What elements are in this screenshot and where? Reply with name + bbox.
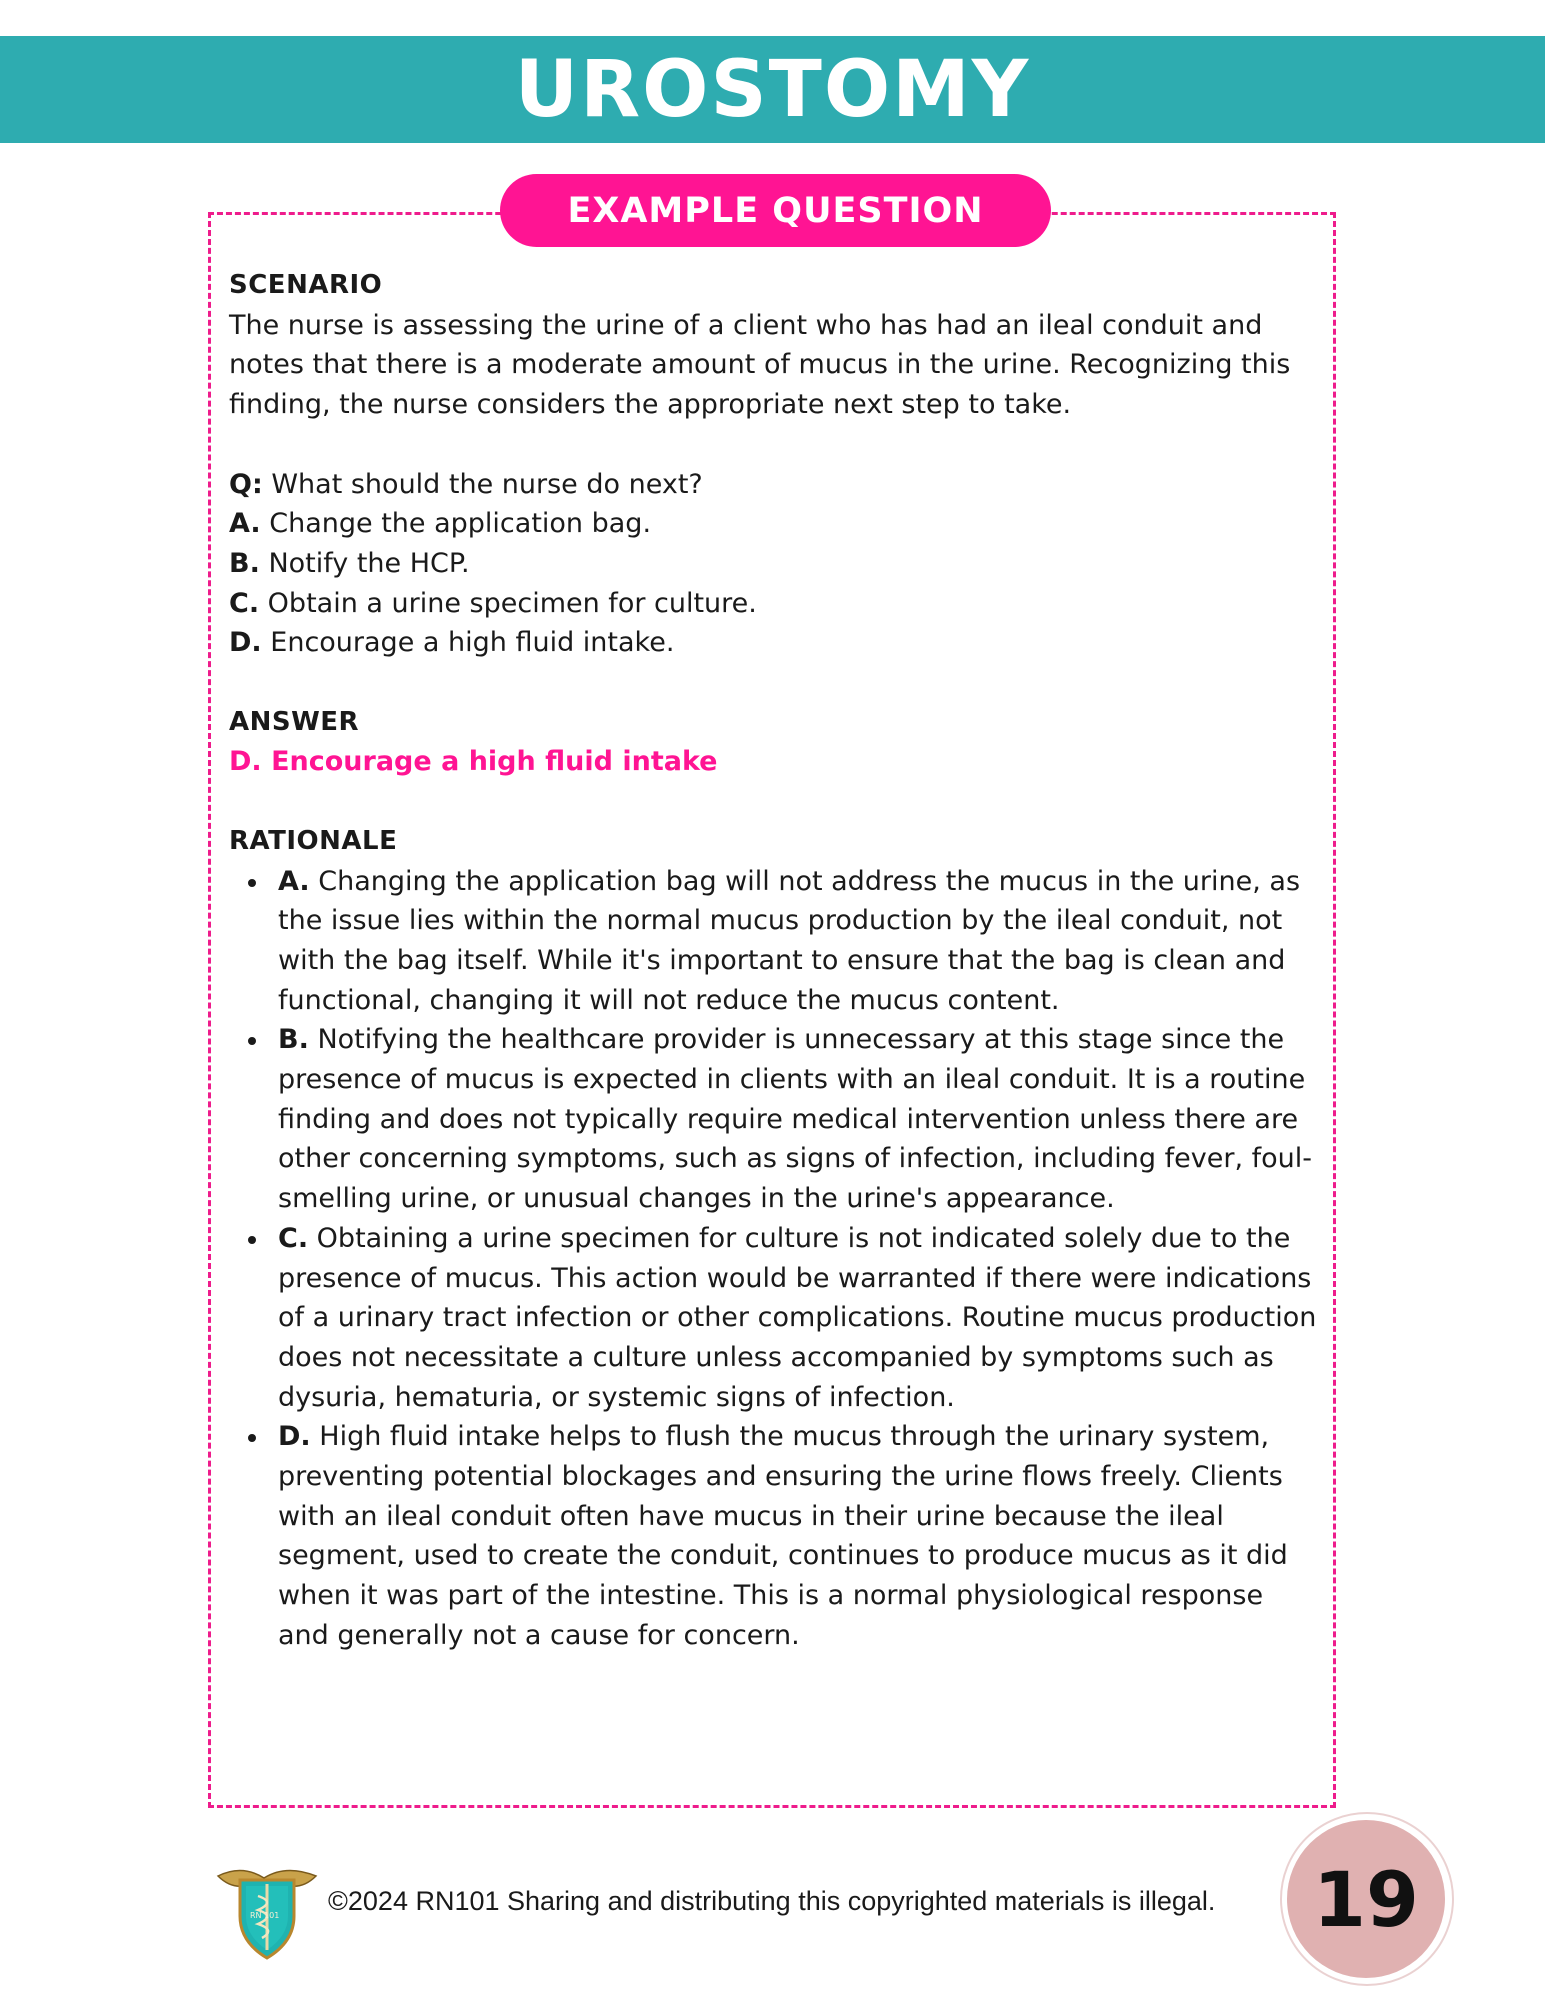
logo-text: RN 101	[250, 1911, 280, 1920]
option-text: Notify the HCP.	[268, 547, 470, 579]
scenario-heading: SCENARIO	[229, 270, 383, 300]
copyright-notice: ©2024 RN101 Sharing and distributing this copyrighted materials is illegal.	[328, 1886, 1216, 1916]
question-prefix: Q:	[229, 468, 263, 500]
option-c	[229, 584, 1319, 624]
question-content	[229, 266, 1319, 1656]
option-letter: D.	[229, 627, 262, 659]
option-text: Obtain a urine specimen for culture.	[267, 587, 757, 619]
scenario-text: The nurse is assessing the urine of a client who has had an ileal conduit and notes that there is a moderate amount of mucus in the urine. Recognizing this finding, the nurse considers the appropriate next step to take.	[229, 309, 1291, 421]
rationale-heading: RATIONALE	[229, 825, 398, 856]
option-letter: A.	[229, 508, 261, 540]
answer-heading: ANSWER	[229, 706, 360, 737]
rationale-list	[229, 862, 1319, 1656]
rationale-item-c	[278, 1219, 1319, 1418]
page-title: UROSTOMY	[514, 44, 1031, 135]
rationale-letter: B.	[278, 1024, 309, 1056]
title-banner	[0, 36, 1545, 143]
example-question-tab: EXAMPLE QUESTION	[500, 174, 1051, 247]
rationale-text: Notifying the healthcare provider is unnecessary at this stage since the presence of mucus is expected in clients with an ileal conduit. It is a routine finding and does not typically require medical intervention unless there are other concerning symptoms, such as signs of infection, including fever, foul-smelling urine, or unusual changes in the urine's appearance.	[278, 1024, 1312, 1215]
option-letter: C.	[229, 587, 260, 619]
rationale-letter: C.	[278, 1222, 309, 1254]
option-b	[229, 544, 1319, 584]
rationale-item-a	[278, 862, 1319, 1021]
option-text: Encourage a high fluid intake.	[270, 627, 675, 659]
rationale-text: Obtaining a urine specimen for culture is not indicated solely due to the presence of mucus. This action would be warranted if there were indications of a urinary tract infection or other complications. Routine mucus production does not necessitate a culture unless accompanied by symptoms such as dysuria, hematuria, or systemic signs of infection.	[278, 1222, 1317, 1413]
option-text: Change the application bag.	[269, 508, 652, 540]
page-number-badge: 19	[1287, 1820, 1445, 1978]
rationale-text: High fluid intake helps to flush the mucus through the urinary system, preventing potential blockages and ensuring the urine flows freely. Clients with an ileal conduit often have mucus in their urine because the ileal segment, used to create the conduit, continues to produce mucus as it did when it was part of the intestine. This is a normal physiological response and generally not a cause for concern.	[278, 1421, 1288, 1651]
rationale-item-b	[278, 1020, 1319, 1219]
option-a	[229, 504, 1319, 544]
option-d	[229, 623, 1319, 663]
answer-text: D. Encourage a high fluid intake	[229, 746, 718, 778]
rn101-shield-logo-icon	[212, 1854, 322, 1964]
question-line	[229, 465, 1319, 505]
option-letter: B.	[229, 547, 260, 579]
question-text: What should the nurse do next?	[271, 468, 703, 500]
rationale-letter: D.	[278, 1421, 311, 1453]
rationale-text: Changing the application bag will not address the mucus in the urine, as the issue lies within the normal mucus production by the ileal conduit, not with the bag itself. While it's important to ensure that the bag is clean and functional, changing it will not reduce the mucus content.	[278, 865, 1301, 1016]
rationale-letter: A.	[278, 865, 310, 897]
rationale-item-d	[278, 1417, 1319, 1655]
